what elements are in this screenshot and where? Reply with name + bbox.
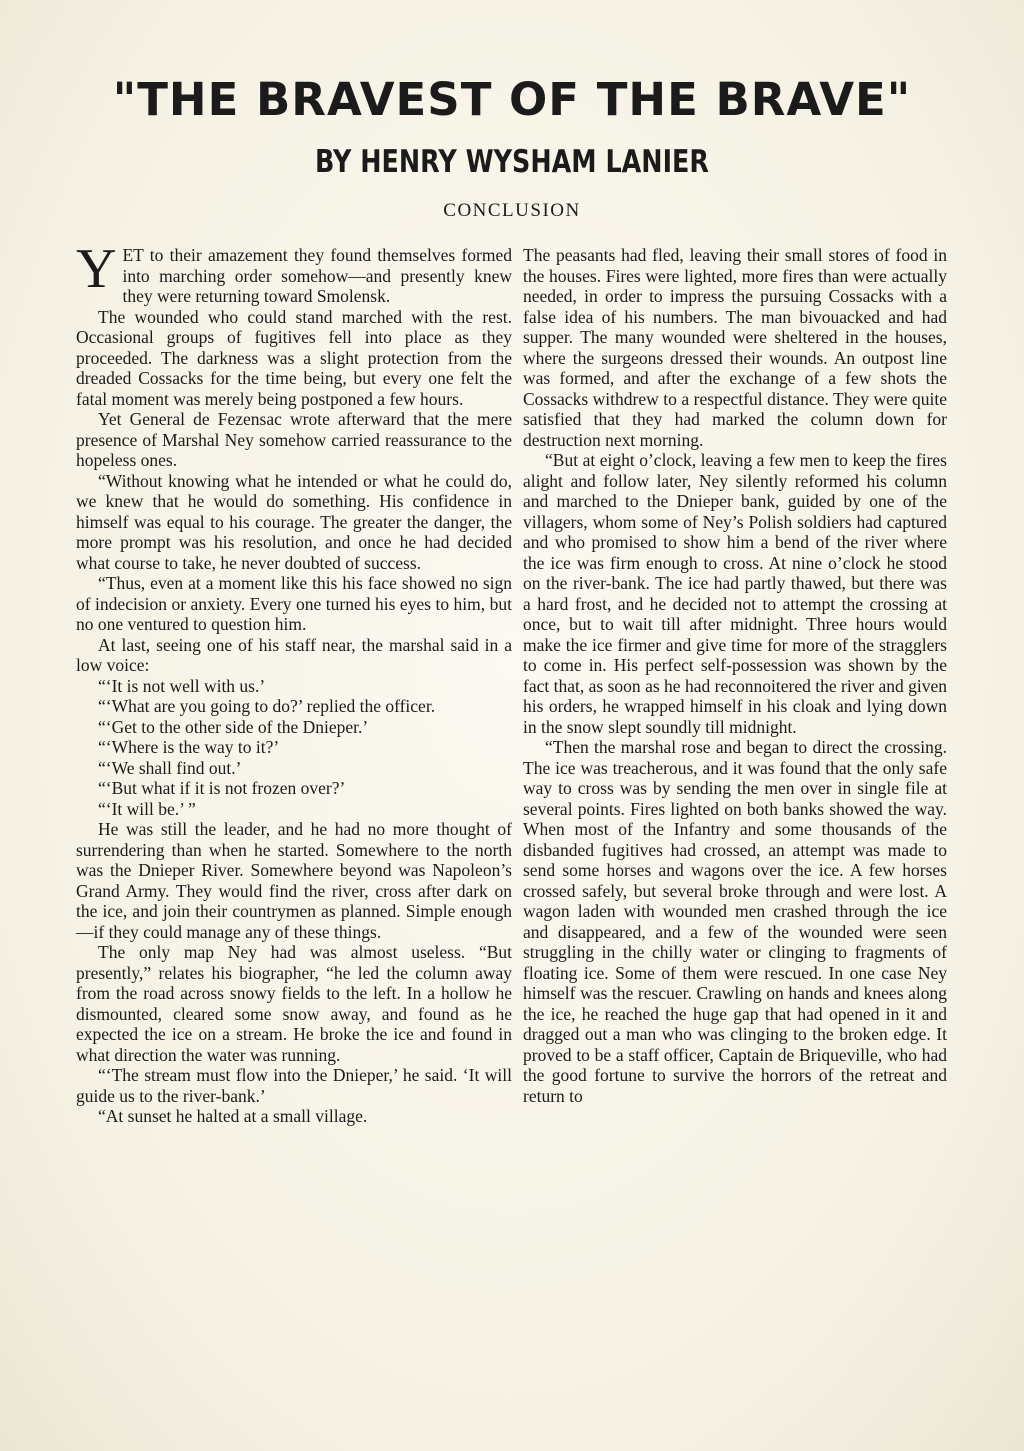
paragraph: The wounded who could stand marched with the rest. Occasional groups of fugitives fell into place as they proceeded. The darkness was a slight protection from the dreaded Cossacks for the time being, but every one felt the fatal moment was merely being postponed a few hours. xyxy=(76,306,512,409)
paragraph: The only map Ney had was almost useless. “But presently,” relates his biographer, “he led the column away from the road across snowy fields to the left. In a hollow he dismounted, cleared some snow away, and found as he expected the ice on a stream. He broke the ice and found in what direction the water was running. xyxy=(76,942,512,1065)
paragraph: “‘What are you going to do?’ replied the officer. xyxy=(98,696,436,716)
paragraph: “‘We shall find out.’ xyxy=(98,757,242,778)
article-title: "THE BRAVEST OF THE BRAVE" xyxy=(112,73,912,126)
paragraph: Yet General de Fezensac wrote afterward that the mere presence of Marshal Ney somehow carried reassurance to the hopeless ones. xyxy=(76,409,512,470)
paragraph: He was still the leader, and he had no more thought of surrendering than when he started. Somewhere to the north was the Dnieper River. Somewhere beyond was Napoleon’s Grand Army. They would find the river, cross after dark on the ice, and join their countrymen as planned. Simple enough—if they could manage any of these things. xyxy=(76,819,512,942)
paragraph: “But at eight o’clock, leaving a few men to keep the fires alight and follow later, Ney silently reformed his column and marched to the Dnieper bank, guided by one of the villagers, whom some of Ney’s Polish soldiers had captured and who promised to show him a bend of the river where the ice was firm enough to cross. At nine o’clock he stood on the river-bank. The ice had partly thawed, but there was a hard frost, and he decided not to attempt the crossing at once, but to wait till after midnight. Three hours would make the ice firmer and give time for more of the stragglers to come in. His perfect self-possession was shown by the fact that, as soon as he had reconnoitered the river and given his orders, he wrapped himself in his cloak and lying down in the snow slept soundly till midnight. xyxy=(523,450,947,737)
left-column xyxy=(76,238,512,1127)
paragraph: “Without knowing what he intended or what he could do, we knew that he would do something. His confidence in himself was equal to his courage. The greater the danger, the more prompt was his resolution, and once he had decided what course to take, he never doubted of success. xyxy=(76,470,512,573)
paragraph: “‘It is not well with us.’ xyxy=(98,675,266,696)
article-byline: BY HENRY WYSHAM LANIER xyxy=(314,144,709,180)
paragraph: “‘Where is the way to it?’ xyxy=(98,737,280,757)
paragraph: “‘But what if it is not frozen over?’ xyxy=(98,778,346,798)
article-subhead: CONCLUSION xyxy=(443,200,581,221)
paragraph: “‘It will be.’ ” xyxy=(98,798,196,819)
paragraph: “‘The stream must flow into the Dnieper,’ he said. ‘It will guide us to the river-bank.’ xyxy=(76,1065,512,1106)
drop-cap: Y xyxy=(76,238,117,300)
paragraph: “At sunset he halted at a small village. xyxy=(98,1106,368,1126)
right-column xyxy=(523,245,947,1106)
paragraph: “Thus, even at a moment like this his face showed no sign of indecision or anxiety. Every one turned his eyes to him, but no one ventured to question him. xyxy=(76,573,512,634)
continued-paragraph: The peasants had fled, leaving their small stores of food in the houses. Fires were lighted, more fires than were actually needed, in order to impress the pursuing Cossacks with a false idea of his numbers. The man bivouacked and had supper. The many wounded were sheltered in the houses, where the surgeons dressed their wounds. An outpost line was formed, and after the exchange of a few shots the Cossacks withdrew to a respectful distance. They were quite satisfied that they had marked the column down for destruction next morning. xyxy=(523,245,947,450)
paragraph: “Then the marshal rose and began to direct the crossing. The ice was treacherous, and it was found that the only safe way to cross was by sending the men over in single file at several points. Fires lighted on both banks showed the way. When most of the Infantry and some thousands of the disbanded fugitives had crossed, an attempt was made to send some horses and wagons over the ice. A few horses crossed safely, but several broke through and were lost. A wagon laden with wounded men crashed through the ice and disappeared, and a few of the wounded were seen struggling in the chilly water or clinging to fragments of floating ice. Some of them were rescued. In one case Ney himself was the rescuer. Crawling on hands and knees along the ice, he reached the huge gap that had opened in it and dragged out a man who was clinging to the broken edge. It proved to be a staff officer, Captain de Briqueville, who had the good fortune to survive the horrors of the retreat and return to xyxy=(523,737,947,1106)
paragraph: “‘Get to the other side of the Dnieper.’ xyxy=(98,716,369,737)
paragraph: At last, seeing one of his staff near, the marshal said in a low voice: xyxy=(76,634,512,675)
opening-paragraph-text: ET to their amazement they found themselves formed into marching order somehow—and presently knew they were returning toward Smolensk. xyxy=(122,245,512,306)
opening-paragraph xyxy=(76,238,512,307)
